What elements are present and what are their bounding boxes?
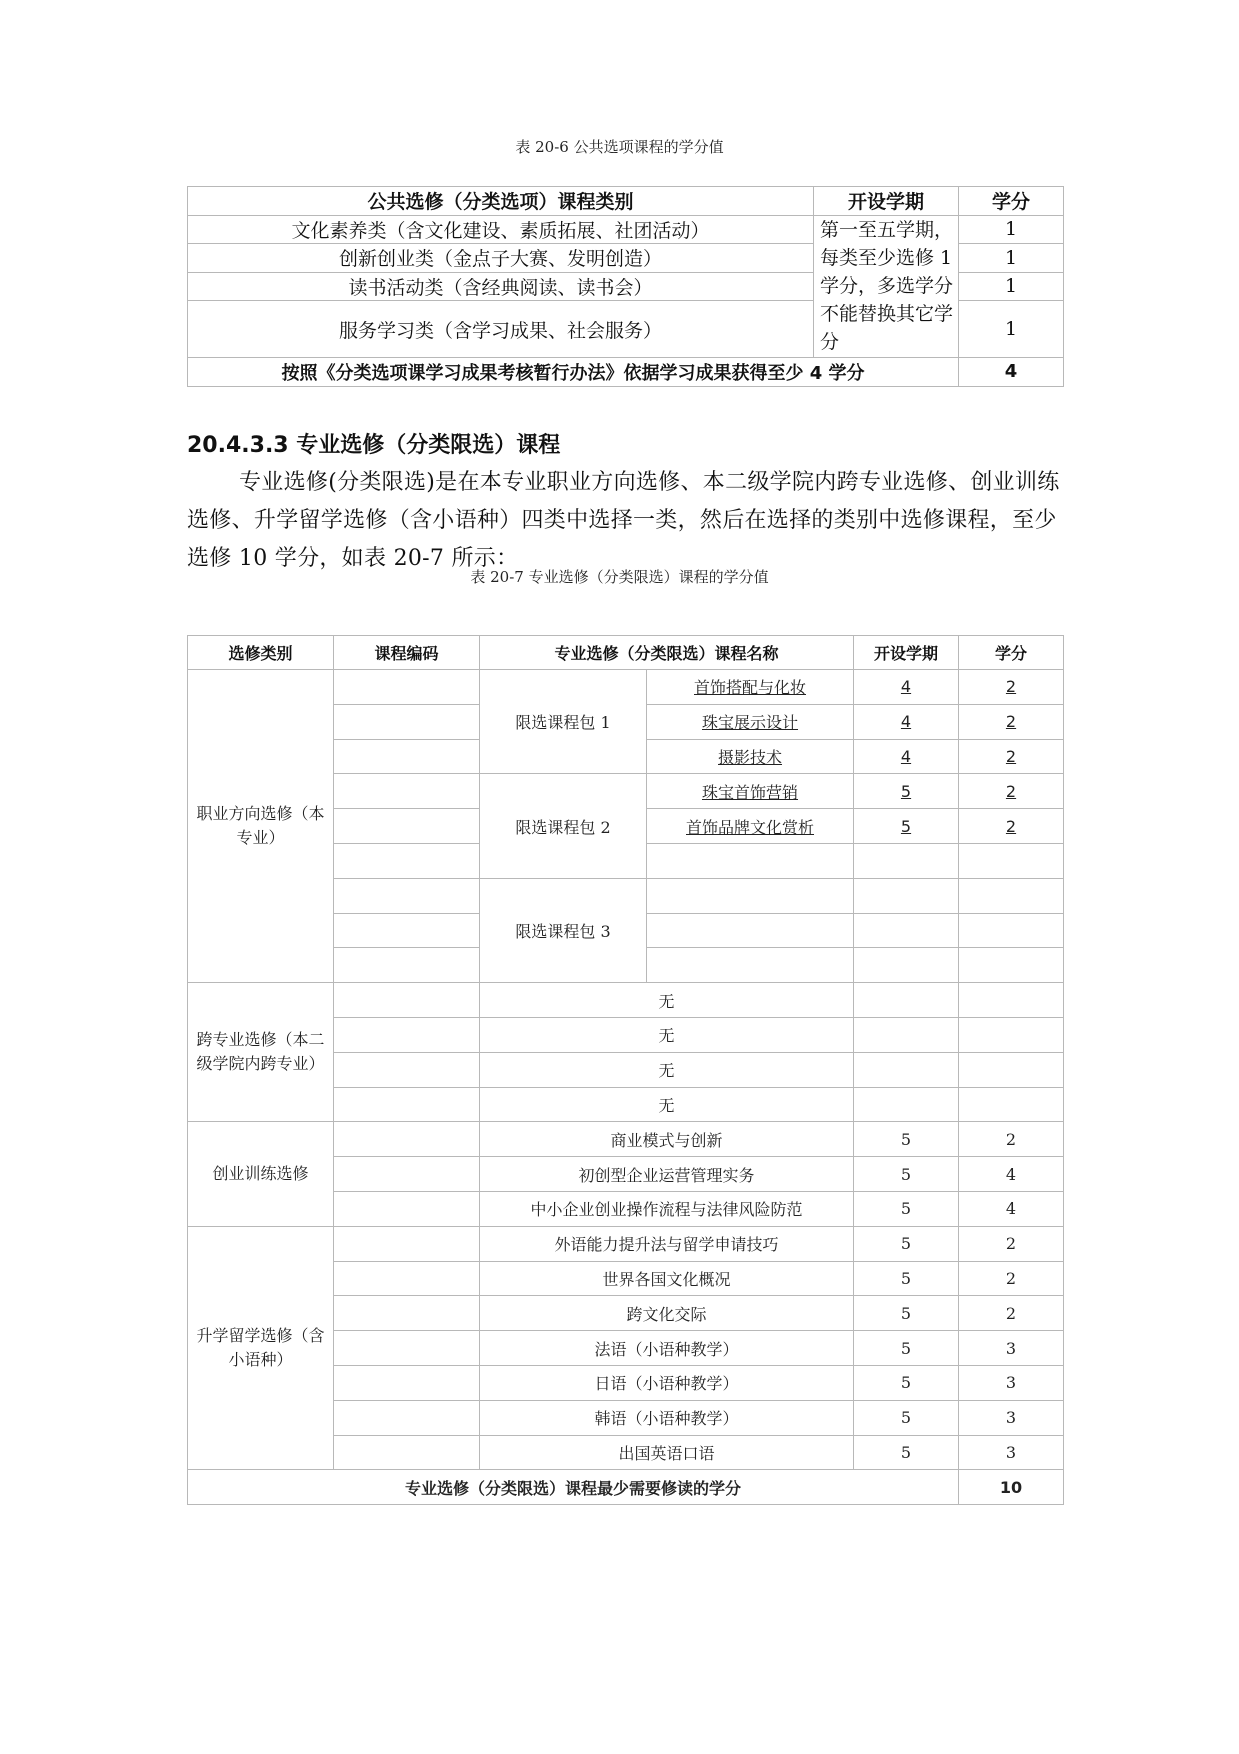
- category-cell: 服务学习类（含学习成果、社会服务）: [188, 301, 814, 358]
- course-name: 无: [480, 1017, 854, 1052]
- course-semester: 5: [854, 1435, 959, 1470]
- course-name: 无: [480, 1052, 854, 1087]
- category-cell: 创新创业类（金点子大赛、发明创造）: [188, 244, 814, 273]
- course-code-cell: [334, 704, 480, 739]
- course-code-cell: [334, 1157, 480, 1192]
- course-name: 无: [480, 1087, 854, 1122]
- course-code-cell: [334, 1122, 480, 1157]
- total-credit: 10: [959, 1470, 1064, 1505]
- category-career: 职业方向选修（本专业）: [188, 670, 334, 983]
- course-semester: 5: [854, 1226, 959, 1261]
- table-row: [188, 983, 1064, 1018]
- course-semester: 5: [900, 781, 912, 801]
- course-credit-cell-empty: [959, 913, 1064, 948]
- course-semester: 5: [854, 1296, 959, 1331]
- course-credit: 2: [1005, 816, 1017, 836]
- column-header-credit: 学分: [959, 636, 1064, 670]
- course-semester-cell-empty: [854, 1087, 959, 1122]
- table-20-6-caption: 表 20-6 公共选项课程的学分值: [515, 138, 724, 156]
- course-name: 外语能力提升法与留学申请技巧: [480, 1226, 854, 1261]
- course-credit: 3: [959, 1400, 1064, 1435]
- course-code-cell: [334, 1191, 480, 1226]
- course-code-cell: [334, 1087, 480, 1122]
- course-credit-cell-empty: [959, 948, 1064, 983]
- course-credit: 2: [1005, 712, 1017, 732]
- table-total-row: [188, 1470, 1064, 1505]
- course-code-cell: [334, 1400, 480, 1435]
- course-code-cell: [334, 1052, 480, 1087]
- course-code-cell: [334, 843, 480, 878]
- course-credit-cell-empty: [959, 878, 1064, 913]
- column-header-semester: 开设学期: [814, 187, 959, 216]
- course-name: 跨文化交际: [480, 1296, 854, 1331]
- paragraph-text: 专业选修(分类限选)是在本专业职业方向选修、本二级学院内跨专业选修、创业训练选修、升学留学选修（含小语种）四类中选择一类，然后在选择的类别中选修课程，至少选修 10 学分，如表 20-7 所示：: [187, 470, 1060, 571]
- category-cross-major: 跨专业选修（本二级学院内跨专业）: [188, 983, 334, 1122]
- section-paragraph: [187, 464, 1067, 578]
- course-credit: 4: [959, 1157, 1064, 1192]
- course-code-cell: [334, 774, 480, 809]
- course-code-cell: [334, 878, 480, 913]
- table-header-row: [188, 187, 1064, 216]
- semester-note-cell: 第一至五学期，每类至少选修 1 学分，多选学分不能替换其它学分: [814, 215, 959, 358]
- course-name: 首饰搭配与化妆: [694, 678, 807, 698]
- course-semester: 4: [900, 677, 912, 697]
- course-name: 首饰品牌文化赏析: [686, 817, 815, 837]
- table-header-row: [188, 636, 1064, 670]
- course-credit: 3: [959, 1435, 1064, 1470]
- course-name: 珠宝展示设计: [702, 713, 799, 733]
- course-semester: 5: [854, 1365, 959, 1400]
- course-name: 摄影技术: [718, 747, 783, 767]
- course-semester: 5: [854, 1122, 959, 1157]
- course-semester-cell-empty: [854, 1017, 959, 1052]
- course-credit-cell-empty: [959, 1087, 1064, 1122]
- credit-cell: 1: [959, 215, 1064, 244]
- course-semester: 5: [854, 1191, 959, 1226]
- package-1-cell: 限选课程包 1: [480, 670, 647, 774]
- course-name: 初创型企业运营管理实务: [480, 1157, 854, 1192]
- public-elective-credit-table: [187, 186, 1064, 387]
- course-semester: 5: [854, 1331, 959, 1366]
- column-header-category: 选修类别: [188, 636, 334, 670]
- credit-cell: 1: [959, 301, 1064, 358]
- course-semester: 4: [900, 746, 912, 766]
- course-name: 法语（小语种教学）: [480, 1331, 854, 1366]
- column-header-semester: 开设学期: [854, 636, 959, 670]
- course-code-cell: [334, 809, 480, 844]
- column-header-course-name: 专业选修（分类限选）课程名称: [480, 636, 854, 670]
- course-semester-cell-empty: [854, 1052, 959, 1087]
- table-20-7-caption: 表 20-7 专业选修（分类限选）课程的学分值: [470, 568, 769, 586]
- course-credit: 2: [1005, 781, 1017, 801]
- course-name-cell-empty: [647, 913, 854, 948]
- category-study-abroad: 升学留学选修（含小语种）: [188, 1226, 334, 1470]
- course-code-cell: [334, 948, 480, 983]
- course-semester: 5: [900, 816, 912, 836]
- course-credit: 4: [959, 1191, 1064, 1226]
- course-name: 出国英语口语: [480, 1435, 854, 1470]
- course-credit-cell-empty: [959, 1052, 1064, 1087]
- package-2-cell: 限选课程包 2: [480, 774, 647, 878]
- course-code-cell: [334, 739, 480, 774]
- course-code-cell: [334, 1331, 480, 1366]
- course-code-cell: [334, 670, 480, 705]
- course-credit: 2: [1005, 677, 1017, 697]
- table-row: [188, 670, 1064, 705]
- column-header-credit: 学分: [959, 187, 1064, 216]
- column-header-category: 公共选修（分类选项）课程类别: [188, 187, 814, 216]
- course-name: 韩语（小语种教学）: [480, 1400, 854, 1435]
- course-semester-cell-empty: [854, 983, 959, 1018]
- course-semester: 5: [854, 1157, 959, 1192]
- total-credit: 4: [959, 358, 1064, 387]
- course-credit: 2: [959, 1122, 1064, 1157]
- package-3-cell: 限选课程包 3: [480, 878, 647, 982]
- course-code-cell: [334, 983, 480, 1018]
- course-code-cell: [334, 1017, 480, 1052]
- category-cell: 文化素养类（含文化建设、素质拓展、社团活动）: [188, 215, 814, 244]
- credit-cell: 1: [959, 244, 1064, 273]
- course-name: 日语（小语种教学）: [480, 1365, 854, 1400]
- course-credit-cell-empty: [959, 1017, 1064, 1052]
- professional-elective-credit-table: [187, 635, 1064, 1505]
- credit-cell: 1: [959, 272, 1064, 301]
- course-name: 世界各国文化概况: [480, 1261, 854, 1296]
- table-row: [188, 1122, 1064, 1157]
- course-semester-cell-empty: [854, 913, 959, 948]
- category-entrepreneurship: 创业训练选修: [188, 1122, 334, 1226]
- course-semester-cell-empty: [854, 948, 959, 983]
- course-credit-cell-empty: [959, 983, 1064, 1018]
- course-credit: 2: [959, 1261, 1064, 1296]
- course-credit: 2: [959, 1296, 1064, 1331]
- table-row: [188, 1226, 1064, 1261]
- table-row: [188, 215, 1064, 244]
- course-semester-cell-empty: [854, 878, 959, 913]
- course-name: 珠宝首饰营销: [702, 782, 799, 802]
- course-semester-cell-empty: [854, 843, 959, 878]
- total-label: 专业选修（分类限选）课程最少需要修读的学分: [188, 1470, 959, 1505]
- course-code-cell: [334, 1226, 480, 1261]
- course-code-cell: [334, 1365, 480, 1400]
- category-cell: 读书活动类（含经典阅读、读书会）: [188, 272, 814, 301]
- course-semester: 5: [854, 1261, 959, 1296]
- course-credit: 2: [1005, 746, 1017, 766]
- course-name: 商业模式与创新: [480, 1122, 854, 1157]
- course-credit-cell-empty: [959, 843, 1064, 878]
- course-name-cell-empty: [647, 843, 854, 878]
- course-name-cell-empty: [647, 878, 854, 913]
- course-code-cell: [334, 1296, 480, 1331]
- course-semester: 5: [854, 1400, 959, 1435]
- total-label: 按照《分类选项课学习成果考核暂行办法》依据学习成果获得至少 4 学分: [188, 358, 959, 387]
- course-credit: 3: [959, 1331, 1064, 1366]
- course-code-cell: [334, 1435, 480, 1470]
- course-name: 中小企业创业操作流程与法律风险防范: [480, 1191, 854, 1226]
- course-credit: 3: [959, 1365, 1064, 1400]
- course-credit: 2: [959, 1226, 1064, 1261]
- course-name: 无: [480, 983, 854, 1018]
- section-heading: 20.4.3.3 专业选修（分类限选）课程: [187, 433, 561, 458]
- column-header-code: 课程编码: [334, 636, 480, 670]
- course-code-cell: [334, 1261, 480, 1296]
- table-total-row: [188, 358, 1064, 387]
- course-code-cell: [334, 913, 480, 948]
- course-name-cell-empty: [647, 948, 854, 983]
- course-semester: 4: [900, 712, 912, 732]
